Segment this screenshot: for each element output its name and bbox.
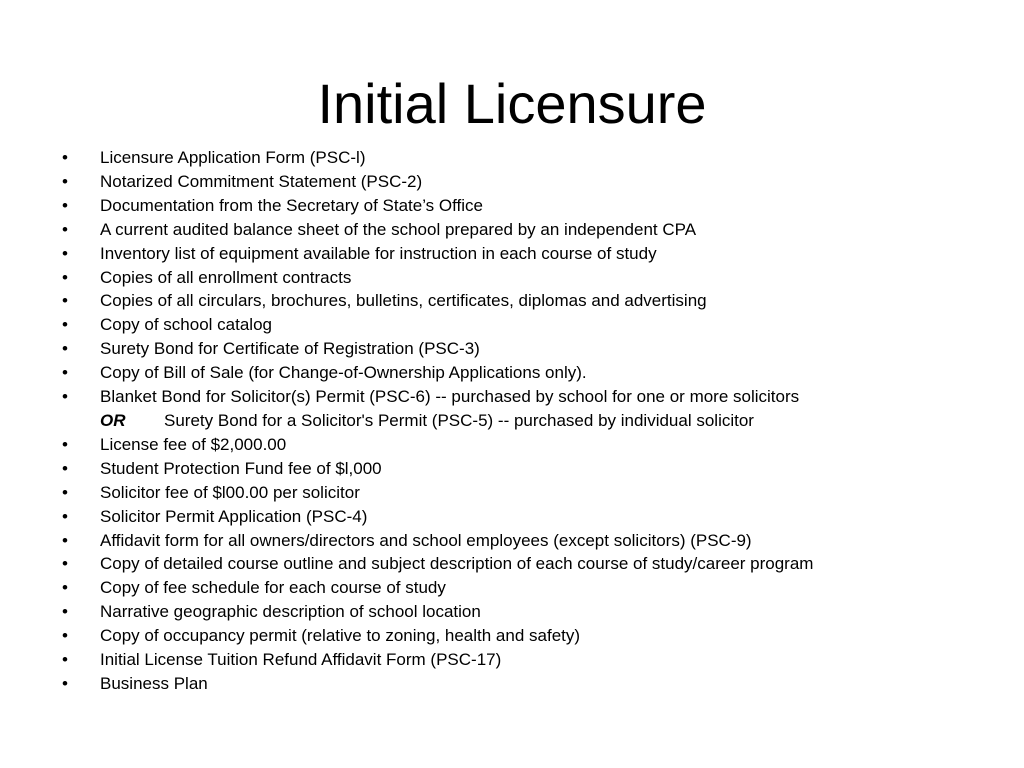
- bullet-icon: •: [62, 673, 68, 693]
- or-label: OR: [100, 410, 126, 430]
- list-item-text: Notarized Commitment Statement (PSC-2): [100, 171, 423, 191]
- list-item-text: Solicitor Permit Application (PSC-4): [100, 506, 368, 526]
- list-item: [62, 576, 982, 600]
- list-item: [62, 433, 982, 457]
- list-item: [62, 146, 982, 170]
- list-item-text: Documentation from the Secretary of State’s Office: [100, 195, 483, 215]
- list-item: [62, 672, 982, 696]
- bullet-icon: •: [62, 530, 68, 550]
- list-item-text: Copy of school catalog: [100, 315, 272, 335]
- list-item-text: A current audited balance sheet of the school prepared by an independent CPA: [100, 219, 697, 239]
- list-item-text: Copy of fee schedule for each course of study: [100, 578, 446, 598]
- list-item: [62, 361, 982, 385]
- alternative-line: [100, 409, 982, 433]
- list-item: [62, 170, 982, 194]
- requirements-list: [62, 146, 982, 696]
- bullet-icon: •: [62, 602, 68, 622]
- list-item: [62, 552, 982, 576]
- list-item: [62, 481, 982, 505]
- list-item: [62, 194, 982, 218]
- list-item-text: Narrative geographic description of school location: [100, 602, 481, 622]
- list-item-text: Copy of detailed course outline and subject description of each course of study/career program: [100, 554, 814, 574]
- list-item: [62, 242, 982, 266]
- bullet-icon: •: [62, 195, 68, 215]
- list-item-text: Copies of all circulars, brochures, bulletins, certificates, diplomas and advertising: [100, 291, 707, 311]
- list-item-text: Licensure Application Form (PSC-l): [100, 148, 366, 167]
- list-item-text: Business Plan: [100, 673, 208, 693]
- list-item-text: Initial License Tuition Refund Affidavit Form (PSC-17): [100, 650, 502, 670]
- list-item-text: Student Protection Fund fee of $l,000: [100, 458, 382, 478]
- list-item: [62, 289, 982, 313]
- list-item: [62, 648, 982, 672]
- bullet-icon: •: [62, 291, 68, 311]
- bullet-icon: •: [62, 148, 68, 167]
- list-item-text: Inventory list of equipment available for instruction in each course of study: [100, 243, 657, 263]
- list-item: [62, 457, 982, 481]
- list-item: [62, 218, 982, 242]
- bullet-icon: •: [62, 387, 68, 407]
- list-item: [62, 266, 982, 290]
- alternative-text: Surety Bond for a Solicitor's Permit (PSC-5) -- purchased by individual solicitor: [164, 410, 754, 430]
- bullet-icon: •: [62, 650, 68, 670]
- list-item: [62, 313, 982, 337]
- bullet-icon: •: [62, 267, 68, 287]
- list-item-text: Copy of Bill of Sale (for Change-of-Ownership Applications only).: [100, 363, 587, 383]
- list-item: [62, 624, 982, 648]
- bullet-icon: •: [62, 458, 68, 478]
- bullet-icon: •: [62, 578, 68, 598]
- bullet-icon: •: [62, 506, 68, 526]
- bullet-icon: •: [62, 434, 68, 454]
- bullet-icon: •: [62, 339, 68, 359]
- list-item-text: Affidavit form for all owners/directors and school employees (except solicitors) (PSC-9): [100, 530, 752, 550]
- bullet-icon: •: [62, 482, 68, 502]
- list-item: [62, 600, 982, 624]
- list-item: [62, 529, 982, 553]
- bullet-icon: •: [62, 243, 68, 263]
- bullet-icon: •: [62, 171, 68, 191]
- list-item-text: Solicitor fee of $l00.00 per solicitor: [100, 482, 360, 502]
- list-item-text: Copy of occupancy permit (relative to zoning, health and safety): [100, 626, 581, 646]
- list-item-text: Blanket Bond for Solicitor(s) Permit (PSC-6) -- purchased by school for one or more solicitors: [100, 387, 800, 407]
- list-item-text: Copies of all enrollment contracts: [100, 267, 352, 287]
- list-item: [62, 385, 982, 433]
- bullet-icon: •: [62, 554, 68, 574]
- list-item: [62, 505, 982, 529]
- bullet-icon: •: [62, 315, 68, 335]
- bullet-icon: •: [62, 363, 68, 383]
- bullet-icon: •: [62, 219, 68, 239]
- slide-title: Initial Licensure: [317, 71, 707, 135]
- list-item-text: Surety Bond for Certificate of Registration (PSC-3): [100, 339, 480, 359]
- list-item-text: License fee of $2,000.00: [100, 434, 287, 454]
- bullet-icon: •: [62, 626, 68, 646]
- list-item: [62, 337, 982, 361]
